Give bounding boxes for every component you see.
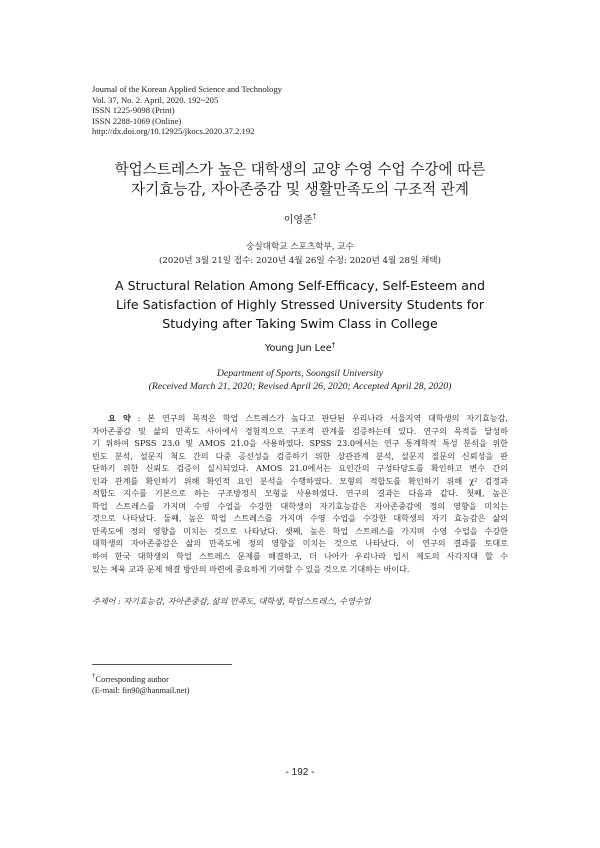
page-number: - 192 - — [285, 767, 315, 778]
journal-name: Journal of the Korean Applied Science and Technology — [92, 84, 282, 94]
footnote-email: (E-mail: fin90@hanmail.net) — [92, 686, 190, 695]
abstract-line: 단하기 위한 신뢰도 검증이 실시되었다. AMOS 21.0에서는 요인간의 구성타당도를 확인하고 변수 간의 — [92, 463, 508, 474]
journal-header — [92, 84, 282, 137]
abstract-line — [92, 412, 508, 425]
affiliation-korean-institution: 숭실대학교 스포츠학부, 교수 — [246, 242, 354, 252]
author-korean-mark: † — [312, 212, 317, 221]
title-korean-line-1: 학업스트레스가 높은 대학생의 교양 수영 수업 수강에 따른 — [114, 161, 486, 178]
author-english-name: Young Jun Lee — [264, 343, 332, 354]
affiliation-english — [0, 367, 600, 393]
abstract-line: 것으로 나타났다. 둘째, 높은 학업 스트레스를 가지며 수영 수업을 수강한 대학생의 자기 효능감은 삶의 — [92, 513, 508, 524]
footnote-divider — [92, 664, 232, 665]
journal-issn-print: ISSN 1225-9098 (Print) — [92, 105, 175, 116]
abstract-line: 기 위하여 SPSS 23.0 및 AMOS 21.0을 사용하였다. SPSS 23.0에서는 연구 통계학적 특성 분석을 위한 — [92, 438, 508, 449]
journal-issn-online: ISSN 2288-1069 (Online) — [92, 115, 182, 126]
affiliation-korean-dates: (2020년 3월 21일 접수: 2020년 4월 26일 수정: 2020년 4월 28일 채택) — [159, 256, 441, 266]
title-english-line-1: A Structural Relation Among Self-Efficacy, Self-Esteem and — [115, 278, 485, 293]
title-english-line-3: Studying after Taking Swim Class in College — [162, 316, 438, 331]
abstract-line: 학업 스트레스를 가지며 수영 수업을 수강한 대학생의 자기효능감은 자아존중감에 정의 영향을 미치는 — [92, 500, 508, 511]
title-english-line-2: Life Satisfaction of Highly Stressed University Students for — [115, 297, 485, 312]
abstract-label: 요 약 — [108, 413, 131, 423]
footnote-label: Corresponding author — [95, 675, 169, 684]
abstract-line: 빈도 분석, 설문지 척도 간의 다중 공선성을 검증하기 위한 상관관계 분석, 설문지 질문의 신뢰성을 판 — [92, 450, 508, 461]
abstract-line: 적합도 지수를 기본으로 하는 구조방정식 모형을 사용하였다. 연구의 결과는 다음과 같다. 첫째, 높은 — [92, 488, 508, 499]
abstract-line: 인과 관계를 확인하기 위해 확인적 요인 분석을 수행하였다. 모형의 적합도를 확인하기 위해 χ² 검정과 — [92, 475, 508, 486]
title-korean-line-2: 자기효능감, 자아존중감 및 생활만족도의 구조적 관계 — [131, 181, 469, 198]
abstract-line-text: : 본 연구의 목적은 학업 스트레스가 높다고 판단된 우리나라 서울지역 대학생의 자기효능감, — [137, 413, 508, 423]
author-korean-name: 이영준 — [283, 215, 313, 226]
title-english — [0, 276, 600, 333]
abstract-line: 있는 체육 교과 문제 해결 방안의 마련에 중요하게 기여할 수 있을 것으로 기대하는 바이다. — [92, 563, 410, 574]
abstract — [92, 412, 508, 575]
affiliation-korean — [0, 240, 600, 268]
journal-volume: Vol. 37, No. 2. April, 2020. 192~205 — [92, 94, 219, 105]
footnote-mark: † — [92, 672, 96, 681]
title-korean — [0, 160, 600, 200]
affiliation-english-institution: Department of Sports, Soongsil University — [216, 368, 384, 379]
abstract-line: 하여 한국 대학생의 학업 스트레스 문제를 해결하고, 더 나아가 우리나라 입시 제도의 사각지대 할 수 — [92, 551, 508, 562]
author-english-mark: † — [331, 340, 336, 349]
affiliation-english-dates: (Received March 21, 2020; Revised April 26, 2020; Accepted April 28, 2020) — [148, 381, 452, 392]
journal-doi: http://dx.doi.org/10.12925/jkocs.2020.37.2.192 — [92, 126, 255, 137]
abstract-line: 대학생의 자아존중감은 삶의 만족도에 정의 영향을 미치는 것으로 나타났다. 이 연구의 결과를 토대로 — [92, 538, 508, 549]
footnote-corresponding — [92, 674, 189, 685]
abstract-line: 만족도에 정의 영향을 미치는 것으로 나타났다. 셋째, 높은 학업 스트레스를 가지며 수영 수업을 수강한 — [92, 525, 508, 536]
author-korean — [0, 211, 600, 226]
keywords: 주제어 : 자기효능감, 자아존중감, 삶의 만족도, 대학생, 학업스트레스, 수영수업 — [92, 596, 371, 606]
abstract-line: 자아존중감 및 삶의 만족도 사이에서 경험적으로 구조적 관계를 검증하는데 있다. 연구의 목적을 달성하 — [92, 425, 508, 436]
author-english — [0, 340, 600, 354]
footnote — [92, 674, 189, 696]
